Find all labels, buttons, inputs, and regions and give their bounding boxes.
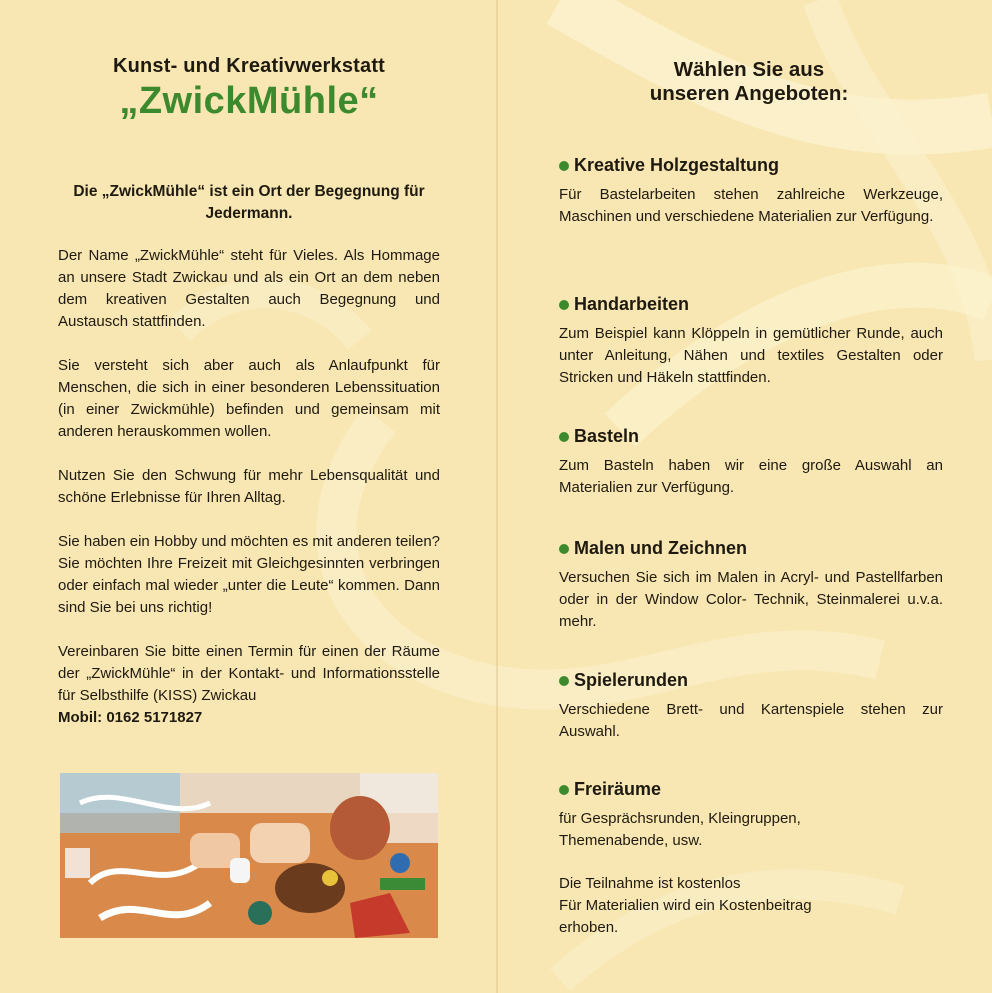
paragraph-name: Der Name „ZwickMühle“ steht für Vieles. Als Hommage an unsere Stadt Zwickau und als ein Ort an dem neben dem kreativen Gestalten auch Begegnung und Austausch stattfinden. (58, 247, 440, 330)
offers-heading-line2: unseren Angeboten: (649, 82, 849, 105)
right-panel (559, 58, 943, 936)
offer-basteln (559, 426, 943, 499)
offer-description: Zum Beispiel kann Klöppeln in gemütlicher Runde, auch unter Anleitung, Nähen und textiles Gestalten oder Stricken und Häkeln stattfinden. (559, 325, 943, 386)
offer-description: Verschiedene Brett- und Kartenspiele stehen zur Auswahl. (559, 701, 943, 740)
appointment-text: Vereinbaren Sie bitte einen Termin für einen der Räume der „ZwickMühle“ in der Kontakt- und Informationsstelle für Selbsthilfe (KISS) Zwickau (58, 643, 440, 704)
offer-description: Zum Basteln haben wir eine große Auswahl an Materialien zur Verfügung. (559, 457, 943, 496)
offers-heading-line1: Wählen Sie aus (673, 58, 825, 81)
left-panel (58, 55, 440, 729)
offer-title (559, 538, 943, 559)
offer-holzgestaltung (559, 155, 943, 228)
offers-heading (555, 58, 943, 106)
closing-free: Die Teilnahme ist kostenlos (559, 875, 741, 892)
offer-spielerunden (559, 670, 943, 743)
closing-note (559, 873, 859, 939)
offer-handarbeiten (559, 294, 943, 389)
offer-freiraeume (559, 779, 859, 852)
paragraph-hobby: Sie haben ein Hobby und möchten es mit anderen teilen? Sie möchten Ihre Freizeit mit Gleichgesinnten verbringen oder einfach mal wieder „unter die Leute“ kommen. Dann sind Sie bei uns richtig! (58, 533, 440, 616)
closing-cost: Für Materialien wird ein Kostenbeitrag erhoben. (559, 897, 812, 936)
offer-description: Versuchen Sie sich im Malen in Acryl- und Pastellfarben oder in der Window Color- Technik, Steinmalerei u.v.a. mehr. (559, 569, 943, 630)
bullet-icon (559, 676, 569, 686)
bullet-icon (559, 432, 569, 442)
crafts-photo (60, 773, 438, 938)
bullet-icon (559, 300, 569, 310)
offer-title-text: Kreative Holzgestaltung (574, 155, 780, 175)
paragraph-quality-of-life: Nutzen Sie den Schwung für mehr Lebensqualität und schöne Erlebnisse für Ihren Alltag. (58, 467, 440, 506)
bullet-icon (559, 785, 569, 795)
offer-title-text: Spielerunden (574, 670, 689, 690)
phone-number: Mobil: 0162 5171827 (58, 709, 203, 726)
offer-title-text: Handarbeiten (574, 294, 690, 314)
bullet-icon (559, 544, 569, 554)
bullet-icon (559, 161, 569, 171)
offer-description: für Gesprächsrunden, Kleingruppen, Themenabende, usw. (559, 810, 801, 849)
offer-title-text: Basteln (574, 426, 640, 446)
offer-title (559, 670, 943, 691)
paragraph-meeting-point: Sie versteht sich aber auch als Anlaufpunkt für Menschen, die sich in einer besonderen Lebenssituation (in einer Zwickmühle) befinden und gemeinsam mit anderen herauskommen wollen. (58, 357, 440, 440)
intro-heading: Die „ZwickMühle“ ist ein Ort der Begegnung für Jedermann. (73, 183, 425, 222)
kicker-title: Kunst- und Kreativwerkstatt (112, 55, 386, 77)
paragraph-appointment (58, 641, 440, 729)
brand-title: „ZwickMühle“ (119, 80, 379, 122)
offer-title (559, 779, 859, 800)
offer-title-text: Freiräume (574, 779, 662, 799)
offer-title-text: Malen und Zeichnen (574, 538, 748, 558)
offer-title (559, 294, 943, 315)
offer-description: Für Bastelarbeiten stehen zahlreiche Werkzeuge, Maschinen und verschiedene Materialien zur Verfügung. (559, 186, 943, 225)
fold-line (496, 0, 498, 993)
offer-title (559, 155, 943, 176)
offer-title (559, 426, 943, 447)
offer-malen (559, 538, 943, 633)
